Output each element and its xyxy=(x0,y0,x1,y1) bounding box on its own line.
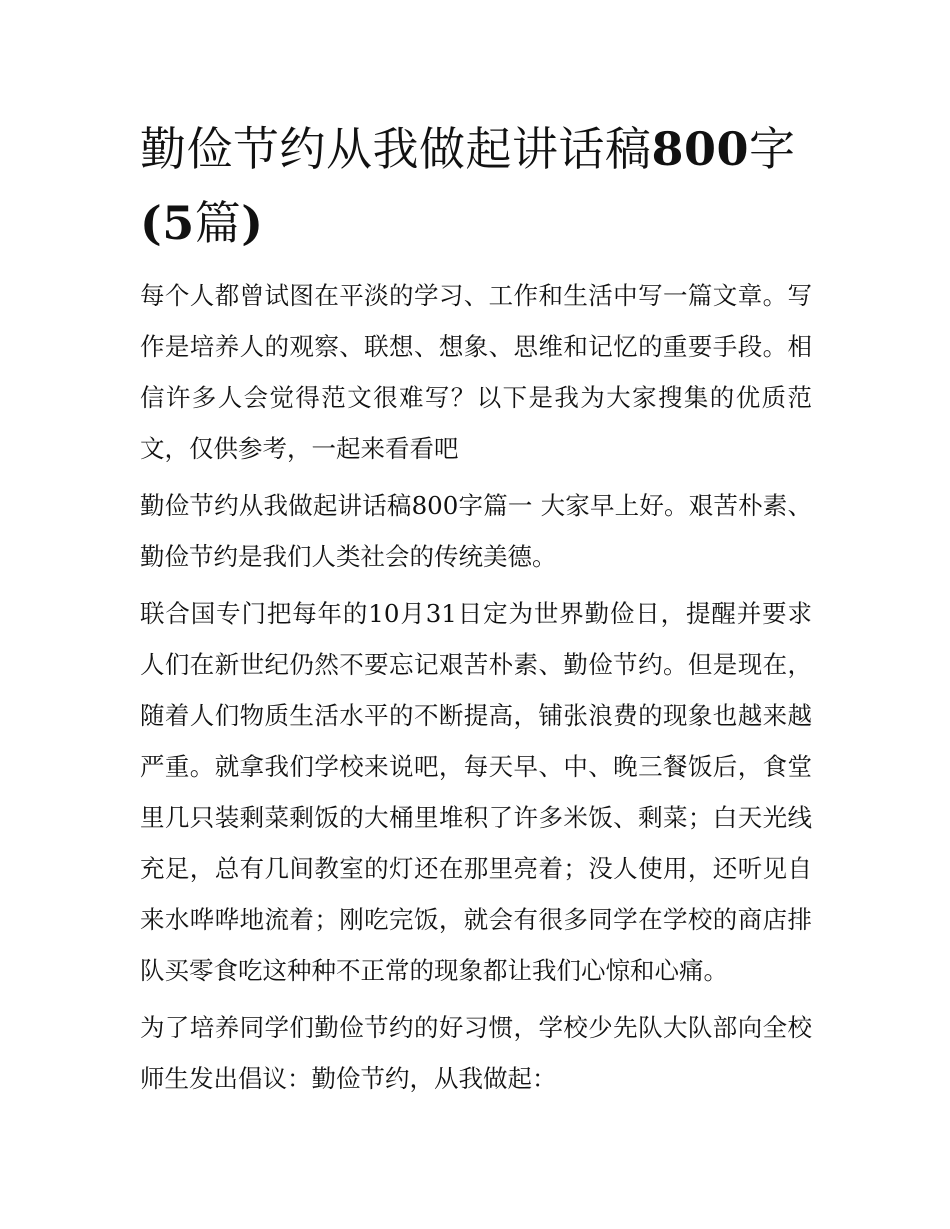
document-title: 勤俭节约从我做起讲话稿800字(5篇) xyxy=(140,122,796,250)
paragraph-intro: 每个人都曾试图在平淡的学习、工作和生活中写一篇文章。写作是培养人的观察、联想、想象、思维和记忆的重要手段。相信许多人会觉得范文很难写？以下是我为大家搜集的优质范文，仅供参考，一起来看看吧 xyxy=(140,281,812,463)
paragraph-waste-phenomena: 联合国专门把每年的10月31日定为世界勤俭日，提醒并要求人们在新世纪仍然不要忘记艰苦朴素、勤俭节约。但是现在，随着人们物质生活水平的不断提高，铺张浪费的现象也越来越严重。就拿我们学校来说吧，每天早、中、晚三餐饭后，食堂里几只装剩菜剩饭的大桶里堆积了许多米饭、剩菜；白天光线充足，总有几间教室的灯还在那里亮着；没人使用，还听见自来水哗哗地流着；刚吃完饭，就会有很多同学在学校的商店排队买零食吃这种种不正常的现象都让我们心惊和心痛。 xyxy=(140,599,812,985)
paragraph-proposal: 为了培养同学们勤俭节约的好习惯，学校少先队大队部向全校师生发出倡议：勤俭节约，从我做起： xyxy=(140,1013,812,1093)
paragraph-greeting: 勤俭节约从我做起讲话稿800字篇一 大家早上好。艰苦朴素、勤俭节约是我们人类社会的传统美德。 xyxy=(140,491,812,571)
document-body xyxy=(140,112,812,1110)
